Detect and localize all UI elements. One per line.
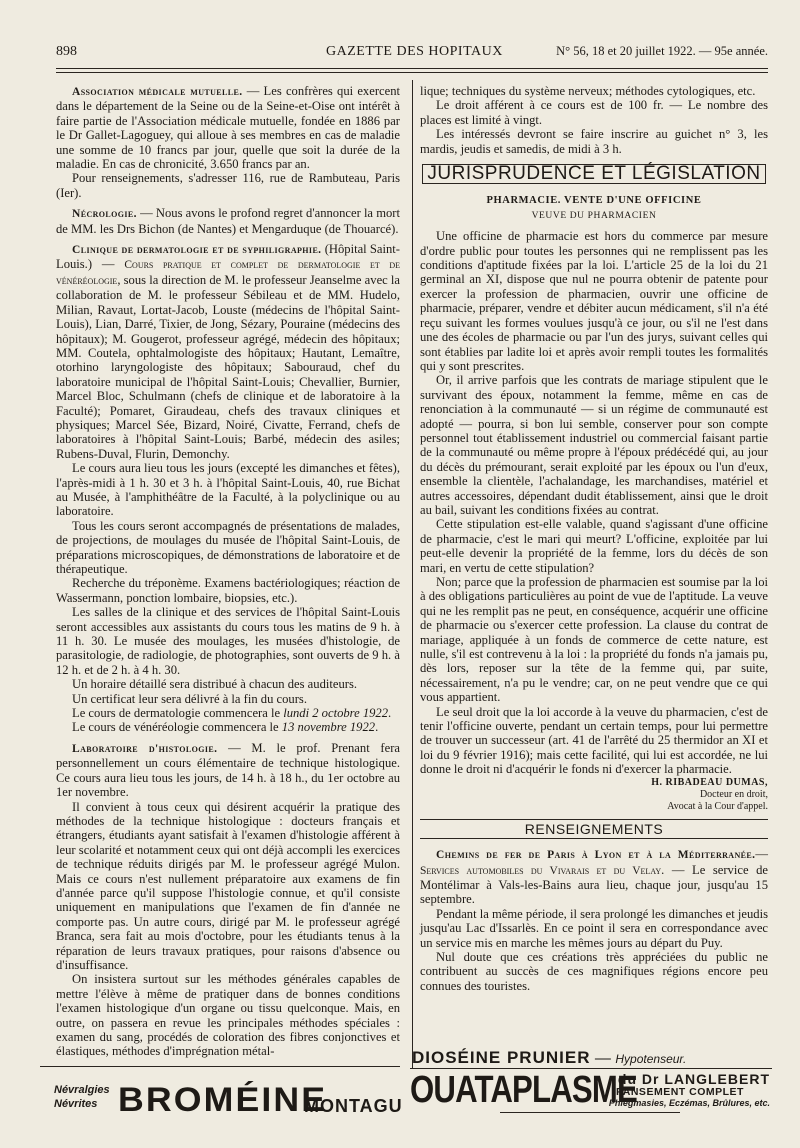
rail-service-title: Services automobiles du Vivarais et du Velay — [420, 864, 662, 877]
section-title-renseignements: RENSEIGNEMENTS — [420, 819, 768, 839]
article-subheading: VEUVE DU PHARMACIEN — [531, 210, 657, 221]
article-heading: PHARMACIE. VENTE D'UNE OFFICINE — [486, 195, 702, 207]
rail-p2: Pendant la même période, il sera prolongé les dimanches et jeudis jusqu'au Lac d'Issarlès. En ce point il sera en correspondance avec un service mis en marche les mêmes jours au départ du Puy. — [420, 906, 768, 950]
labo-paragraph — [56, 741, 400, 800]
clinique-p8 — [56, 706, 400, 720]
clinique-heading: Clinique de dermatologie et de syphiligraphie. — [72, 244, 322, 257]
clinique-p4: Recherche du tréponème. Examens bactériologiques; réaction de Wassermann, ponction lombaire, biopsies, etc.). — [56, 576, 400, 605]
labo-heading: Laboratoire d'histologie. — [72, 742, 218, 755]
assoc-paragraph — [56, 84, 400, 171]
signature-role: Avocat à la Cour d'appel. — [667, 800, 768, 812]
necro-paragraph — [56, 206, 400, 236]
bromeine-tagline-2: Névrites — [54, 1098, 98, 1110]
clinique-text-a: (Hôpital Saint-Louis.) — — [56, 242, 400, 272]
ouataplasme-uses: Phlegmasies, Eczémas, Brûlures, etc. — [608, 1098, 770, 1108]
pharm-p1: Une officine de pharmacie est hors du commerce par mesure d'ordre public pour toutes les personnes qui ne remplissent pas les conditions d'aptitude fixées par la loi. L'article 25 de la loi du 21 germinal an XI, dispose que nul ne pourra obtenir de patente pour exercer la profession de pharmacien, ouvrir une officine de pharmacie, préparer, vendre et débiter aucun médicament, s'il n'a été reçu suivant les formes voulues jusqu'à ce jour, ou s'il ne l'est dans une des écoles de pharmacie ou par l'un des jurys, suivant celles qui sont établies par ladite loi et après avoir rempli toutes les formalités qui y sont prescrites. — [420, 229, 768, 373]
ouataplasme-advert — [410, 1070, 772, 1112]
assoc-text: — Les confrères qui exercent dans le département de la Seine ou de la Seine-et-Oise ont intérêt à faire partie de l'Association médicale mutuelle, fondée en 1886 par le Dr Gallet-Lagoguey, qui alloue à ses membres en cas de maladie une somme de 10 francs par jour, quelle que soit la durée de la maladie. En cas de chronicité, 3.650 francs par an. — [56, 84, 400, 172]
labo-p3: On insistera surtout sur les méthodes générales capables de mettre l'élève à même de pratiquer dans de bonnes conditions l'examen histologique d'un organe ou tissu quelconque. Mais, en outre, on passera en revue les principales méthodes spéciales : examen du sang, procédés de coloration des fibres conjonctives et élastiques, méthodes d'imprégnation métal- — [56, 972, 400, 1059]
ouataplasme-details — [590, 1072, 770, 1109]
labo-p2: Il convient à tous ceux qui désirent acquérir la pratique des méthodes de la technique histologique : docteurs français et étrangers, étudiants ayant satisfait à l'examen d'histologie afférent à leur scolarité et notamment ceux qui ont déjà accompli les exercices de technique réduits dirigés par M. le professeur agrégé Mulon. Mais ce cours n'est nullement préparatoire aux examens de fin d'année parce qu'il suppose l'histologie connue, et qu'il consiste uniquement en manipulations que l'examen de fin d'année ne comporte pas. Un autre cours, dirigé par M. le professeur agrégé Branca, sera fait au mois d'octobre, pour les étudiants tenus à la réparation de leurs travaux pratiques, pour raisons d'absence ou d'insuffisance. — [56, 799, 400, 972]
labo-continued-2: Le droit afférent à ce cours est de 100 fr. — Le nombre des places est limité à vingt. — [420, 98, 768, 127]
necro-text: — Nous avons le profond regret d'annoncer la mort de MM. les Drs Bichon (de Nantes) et Mengarduque (de Thouarcé). — [56, 206, 400, 236]
pharm-p5: Le seul droit que la loi accorde à la veuve du pharmacien, c'est de tenir l'officine ouverte, pendant un certain temps, pour lui permettre de trouver un successeur (art. 41 de l'arrêté du 25 thermidor an XI et loi du 9 février 1916); mais cette facilité, qui lui est accordée, ne lui donne le droit ni d'acquérir le fonds ni d'exercer la pharmacie. — [420, 704, 768, 777]
journal-title: GAZETTE DES HOPITAUX — [326, 44, 503, 59]
rail-paragraph — [420, 847, 768, 907]
ad-rule-bottom — [500, 1112, 680, 1113]
labo-continued: lique; techniques du système nerveux; méthodes cytologiques, etc. — [420, 84, 756, 98]
clinique-course-title: Cours pratique et complet de dermatologie et de vénéréologie — [56, 259, 400, 287]
clinique-p5: Les salles de la clinique et des services de l'hôpital Saint-Louis seront accessibles aux assistants du cours tous les matins de 9 h. à 11 h. 30. Le musée des moulages, les musées d'histologie, de parasitologie, de radiologie, de photographies, sont ouverts de 9 h. à 12 h. et de 2 h. à 4 h. 30. — [56, 605, 400, 677]
necro-heading: Nécrologie. — [72, 208, 137, 221]
ouataplasme-maker: du Dr LANGLEBERT — [617, 1071, 770, 1087]
page-number: 898 — [56, 44, 77, 59]
clinique-p8-c: . — [388, 706, 392, 721]
clinique-p9 — [56, 720, 400, 734]
clinique-p8-a: Le cours de dermatologie commencera le — [72, 706, 284, 721]
clinique-paragraph — [56, 242, 400, 461]
dioseine-dash: — — [590, 1050, 616, 1067]
bromeine-tagline-1: Névralgies — [54, 1084, 110, 1096]
ouataplasme-product: PANSEMENT COMPLET — [616, 1086, 744, 1098]
section-title-jurisprudence: JURISPRUDENCE ET LÉGISLATION — [422, 164, 766, 184]
header-rule-2 — [56, 72, 768, 73]
signature-block — [420, 777, 768, 813]
dioseine-description: Hypotenseur. — [615, 1052, 687, 1066]
ouataplasme-brand: OUATAPLASME — [410, 1069, 637, 1111]
dioseine-advert — [412, 1048, 772, 1068]
issue-info: N° 56, 18 et 20 juillet 1922. — 95e année. — [556, 44, 768, 58]
bromeine-maker: MONTAGU — [304, 1096, 403, 1116]
clinique-p7: Un certificat leur sera délivré à la fin du cours. — [72, 691, 307, 706]
labo-continued-3: Les intéressés devront se faire inscrire au guichet n° 3, les mardis, jeudis et samedis, de midi à 3 h. — [420, 127, 768, 156]
assoc-paragraph-2: Pour renseignements, s'adresser 116, rue de Rambuteau, Paris (Ier). — [56, 171, 400, 200]
clinique-p8-date: lundi 2 octobre 1922 — [283, 706, 389, 721]
clinique-text-c: , sous la direction de M. le professeur Jeanselme avec la collaboration de M. le professeur Sébileau et de MM. Hudelo, Milian, Ravaut, Lortat-Jacob, Louste (médecins de l'hôpital Saint-Louis), Lian, Darré, Tixier, de Jong, Sézary, Pouraine (médecins des hôpitaux); M. Gougerot, professeur agrégé, médecin des hôpitaux; MM. Coutela, ophtalmologiste des hôpitaux; Hautant, Lemaître, otorhino laryngologiste des hôpitaux; Sabouraud, chef du laboratoire municipal de l'hôpital Saint-Louis; Chevallier, Burnier, Marcel Bloc, Schulmann (chefs de clinique et de laboratoire à la Faculté); Pomaret, Giraudeau, chefs des travaux cliniques et physiques; Marcel Sée, Bizard, Noiré, Civatte, Ferrand, chefs de laboratoires à l'hôpital Saint-Louis; Barbé, médecin des asiles; Rubens-Duval, Flurin, Demonchy. — [56, 272, 400, 461]
pharm-p3: Cette stipulation est-elle valable, quand s'agissant d'une officine de pharmacie, c'est le mari qui meurt? L'officine, exploitée par lui peut-elle devenir la propriété de la femme, lors du décès de son mari, en vertu de cette stipulation? — [420, 517, 768, 575]
bromeine-brand: BROMÉINE — [118, 1081, 328, 1119]
rail-text-c: . — Le service de Montélimar à Vals-les-Bains aura lieu, chaque jour, jusqu'au 15 septembre. — [420, 862, 768, 907]
assoc-heading: Association médicale mutuelle. — [72, 86, 243, 98]
left-column — [56, 84, 400, 1059]
labo-text: — M. le prof. Prenant fera personnellement un cours élémentaire de technique histologique. Ce cours aura lieu tous les jours, de 14 h. à 18 h., du 1er octobre au 1er novembre. — [56, 740, 400, 800]
pharm-p2: Or, il arrive parfois que les contrats de mariage stipulent que le survivant des époux, notamment la femme, même en cas de renonciation à la communauté — si un régime de communauté est adopté — pourra, si bon lui semble, conserver pour son compte personnel tout établissement industriel ou commercial faisant partie de la communauté ou même propre à l'époux prédécédé qui, au jour du décès du prémourant, serait exploité par les époux ou l'un d'eux, ensemble la clientèle, l'achalandage, les marchandises, matériel et autres accessoires, dépendant dudit établissement, ainsi que le droit au bail, suivant les conditions fixées au contrat. — [420, 373, 768, 517]
column-divider — [412, 80, 413, 1068]
bromeine-advert — [40, 1078, 403, 1120]
clinique-p9-c: . — [375, 720, 379, 735]
rail-heading: Chemins de fer de Paris à Lyon et à la Méditerranée. — [436, 849, 756, 862]
header-rule — [56, 68, 768, 69]
clinique-p3: Tous les cours seront accompagnés de présentations de malades, de projections, de moulages du musée de l'hôpital Saint-Louis, de préparations microscopiques, de démonstrations de laboratoire et de thérapeutique. — [56, 518, 400, 576]
page-header — [56, 44, 768, 68]
ad-rule-left — [40, 1066, 400, 1067]
pharm-p4: Non; parce que la profession de pharmacien est soumise par la loi à des obligations particulières au point de vue de l'aptitude. La veuve qui ne les remplit pas ne peut, en conséquence, acquérir une officine de pharmacie ou s'exercer cette profession. La clause du contrat de mariage, appliquée à un fonds de commerce de cette nature, est nulle, s'il est contrevenu à la loi : la propriété du fonds n'a jamais pu, dès lors, reposer sur la tête de la femme qui, par suite, nécessairement, n'a pu le vendre; car, on ne peut vendre que ce qui vous appartient. — [420, 575, 768, 705]
rail-text-a: — — [755, 847, 768, 862]
clinique-p6: Un horaire détaillé sera distribué à chacun des auditeurs. — [72, 677, 357, 692]
clinique-p9-a: Le cours de vénéréologie commencera le — [72, 720, 282, 735]
rail-p3: Nul doute que ces créations très appréciées du public ne contribuent au succès de ces magnifiques régions encore peu connues des touristes. — [420, 949, 768, 993]
dioseine-brand: DIOSÉINE PRUNIER — [412, 1048, 591, 1067]
clinique-p9-date: 13 novembre 1922 — [281, 720, 376, 735]
signature-name: H. RIBADEAU DUMAS, — [651, 776, 768, 788]
right-column — [420, 84, 768, 993]
clinique-p2: Le cours aura lieu tous les jours (excepté les dimanches et fêtes), l'après-midi à 1 h. 30 et 3 h. à l'hôpital Saint-Louis, 40, rue Bichat au Musée, à l'amphithéâtre de la Faculté, à la polyclinique ou au laboratoire. — [56, 461, 400, 519]
signature-title: Docteur en droit, — [699, 788, 768, 800]
